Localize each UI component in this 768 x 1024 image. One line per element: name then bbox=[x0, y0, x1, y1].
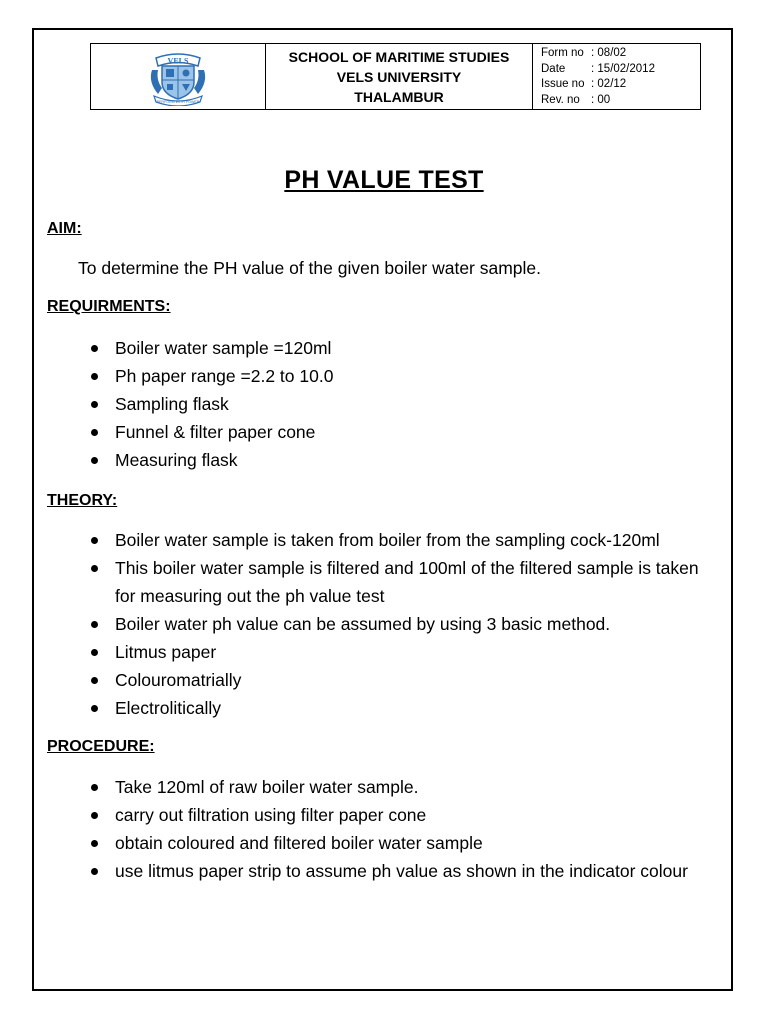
list-item: Ph paper range =2.2 to 10.0 bbox=[87, 362, 707, 390]
document-header bbox=[90, 43, 701, 110]
theory-heading: THEORY: bbox=[47, 492, 118, 509]
list-item: Sampling flask bbox=[87, 390, 707, 418]
aim-text: To determine the PH value of the given boiler water sample. bbox=[78, 258, 542, 278]
list-item: Boiler water sample =120ml bbox=[87, 334, 707, 362]
list-item: obtain coloured and filtered boiler water sample bbox=[87, 829, 707, 857]
procedure-list bbox=[87, 773, 707, 885]
procedure-heading: PROCEDURE: bbox=[47, 738, 155, 755]
university-name: VELS UNIVERSITY bbox=[336, 68, 462, 85]
theory-list bbox=[87, 526, 707, 722]
list-item: This boiler water sample is filtered and 100ml of the filtered sample is taken for measuring out the ph value test bbox=[87, 554, 707, 610]
aim-heading: AIM: bbox=[47, 220, 82, 237]
requirements-heading: REQUIRMENTS: bbox=[47, 298, 171, 315]
logo-motto: PERFORM WITH POWER bbox=[156, 99, 200, 104]
list-item: carry out filtration using filter paper cone bbox=[87, 801, 707, 829]
meta-rev-no: Rev. no : 00 bbox=[541, 93, 611, 106]
list-item: Boiler water ph value can be assumed by using 3 basic method. bbox=[87, 610, 707, 638]
school-name-cell bbox=[266, 44, 533, 109]
list-item: Boiler water sample is taken from boiler from the sampling cock-120ml bbox=[87, 526, 707, 554]
meta-form-no: Form no : 08/02 bbox=[541, 47, 627, 59]
list-item: Colouromatrially bbox=[87, 666, 707, 694]
university-logo-cell bbox=[91, 44, 266, 109]
list-item: Funnel & filter paper cone bbox=[87, 418, 707, 446]
list-item: Take 120ml of raw boiler water sample. bbox=[87, 773, 707, 801]
school-name: SCHOOL OF MARITIME STUDIES bbox=[288, 48, 510, 65]
requirements-list bbox=[87, 334, 707, 474]
list-item: use litmus paper strip to assume ph value as shown in the indicator colour bbox=[87, 857, 707, 885]
campus-name: THALAMBUR bbox=[354, 88, 444, 105]
list-item: Litmus paper bbox=[87, 638, 707, 666]
list-item: Measuring flask bbox=[87, 446, 707, 474]
document-title: PH VALUE TEST bbox=[284, 166, 484, 194]
meta-issue-no: Issue no : 02/12 bbox=[541, 78, 627, 90]
logo-text: VELS bbox=[167, 56, 189, 65]
vels-crest-icon bbox=[144, 48, 212, 106]
form-meta-cell bbox=[533, 44, 700, 109]
meta-date: Date : 15/02/2012 bbox=[541, 62, 655, 75]
list-item: Electrolitically bbox=[87, 694, 707, 722]
